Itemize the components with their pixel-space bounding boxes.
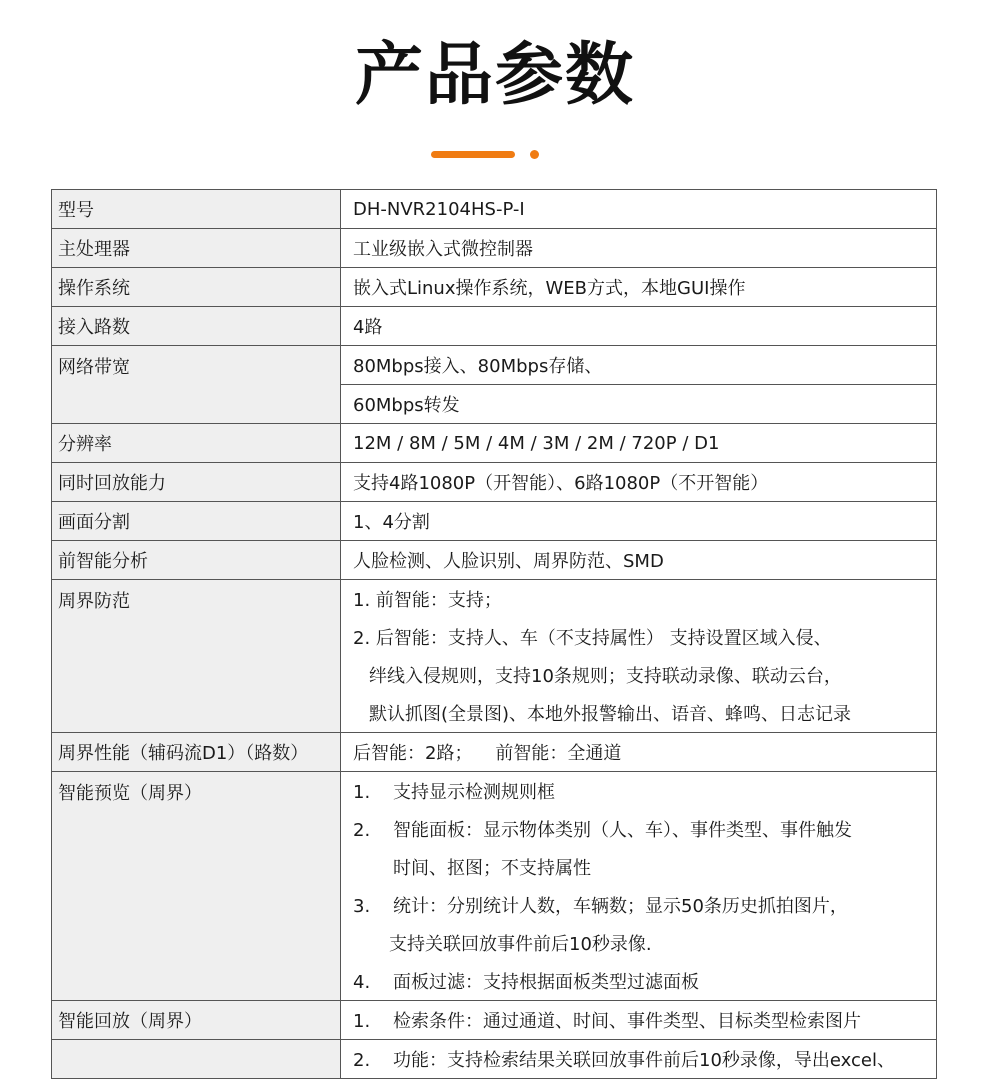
spec-label: 接入路数 xyxy=(52,307,341,346)
item-number: 1. xyxy=(353,1011,371,1032)
spec-value: 嵌入式Linux操作系统，WEB方式，本地GUI操作 xyxy=(341,268,937,307)
item-number: 2. xyxy=(353,1050,371,1071)
spec-label: 主处理器 xyxy=(52,229,341,268)
spec-row-model xyxy=(52,190,937,229)
spec-row-cpu xyxy=(52,229,937,268)
spec-row-split xyxy=(52,502,937,541)
spec-label: 型号 xyxy=(52,190,341,229)
spec-label: 网络带宽 xyxy=(52,346,341,424)
spec-value: 1. 前智能：支持； xyxy=(341,580,937,619)
spec-value: 1、4分割 xyxy=(341,502,937,541)
item-text: 智能面板：显示物体类别（人、车）、事件类型、事件触发 xyxy=(393,820,852,841)
spec-row-bandwidth xyxy=(52,346,937,385)
spec-value xyxy=(341,1001,937,1040)
spec-label: 前智能分析 xyxy=(52,541,341,580)
item-text: 支持显示检测规则框 xyxy=(393,782,555,803)
item-text: 面板过滤：支持根据面板类型过滤面板 xyxy=(393,972,699,993)
spec-value xyxy=(341,886,937,924)
spec-label: 画面分割 xyxy=(52,502,341,541)
spec-row-perimeter xyxy=(52,580,937,619)
spec-value: 后智能：2路； 前智能：全通道 xyxy=(341,733,937,772)
spec-label: 周界防范 xyxy=(52,580,341,733)
spec-label-empty xyxy=(52,1040,341,1079)
item-text: 检索条件：通过通道、时间、事件类型、目标类型检索图片 xyxy=(393,1011,861,1032)
spec-value xyxy=(341,1040,937,1079)
item-number: 1. xyxy=(353,782,371,803)
spec-label: 同时回放能力 xyxy=(52,463,341,502)
spec-value: 支持4路1080P（开智能）、6路1080P（不开智能） xyxy=(341,463,937,502)
spec-value: 支持关联回放事件前后10秒录像. xyxy=(341,924,937,962)
spec-table xyxy=(51,189,937,1079)
spec-label: 智能预览（周界） xyxy=(52,772,341,1001)
item-number: 2. xyxy=(353,820,371,841)
spec-value: 80Mbps接入、80Mbps存储、 xyxy=(341,346,937,385)
item-number: 3. xyxy=(353,896,371,917)
spec-label: 智能回放（周界） xyxy=(52,1001,341,1040)
spec-label: 分辨率 xyxy=(52,424,341,463)
spec-label: 操作系统 xyxy=(52,268,341,307)
item-number: 4. xyxy=(353,972,371,993)
spec-value: 默认抓图(全景图)、本地外报警输出、语音、蜂鸣、日志记录 xyxy=(341,694,937,733)
spec-value: 时间、抠图；不支持属性 xyxy=(341,848,937,886)
spec-value: 人脸检测、人脸识别、周界防范、SMD xyxy=(341,541,937,580)
spec-row-front-ai xyxy=(52,541,937,580)
spec-row-channels xyxy=(52,307,937,346)
spec-value xyxy=(341,772,937,811)
spec-value xyxy=(341,962,937,1001)
spec-value: 60Mbps转发 xyxy=(341,385,937,424)
spec-value: 2. 后智能：支持人、车（不支持属性） 支持设置区域入侵、 xyxy=(341,618,937,656)
spec-value xyxy=(341,810,937,848)
spec-value: 绊线入侵规则，支持10条规则；支持联动录像、联动云台， xyxy=(341,656,937,694)
spec-row-ai-playback-cont xyxy=(52,1040,937,1079)
spec-row-ai-preview xyxy=(52,772,937,811)
spec-row-resolution xyxy=(52,424,937,463)
item-text: 统计：分别统计人数，车辆数；显示50条历史抓拍图片， xyxy=(393,896,848,917)
spec-value: 工业级嵌入式微控制器 xyxy=(341,229,937,268)
page-title: 产品参数 xyxy=(354,36,635,115)
spec-value: 4路 xyxy=(341,307,937,346)
spec-row-perimeter-perf xyxy=(52,733,937,772)
spec-value: 12M / 8M / 5M / 4M / 3M / 2M / 720P / D1 xyxy=(341,424,937,463)
title-accent-dot xyxy=(530,150,539,159)
spec-row-os xyxy=(52,268,937,307)
title-accent-bar xyxy=(431,151,515,158)
spec-value: DH-NVR2104HS-P-I xyxy=(341,190,937,229)
spec-row-playback xyxy=(52,463,937,502)
item-text: 功能：支持检索结果关联回放事件前后10秒录像，导出excel、 xyxy=(393,1050,895,1071)
spec-row-ai-playback xyxy=(52,1001,937,1040)
spec-label: 周界性能（辅码流D1）（路数） xyxy=(52,733,341,772)
